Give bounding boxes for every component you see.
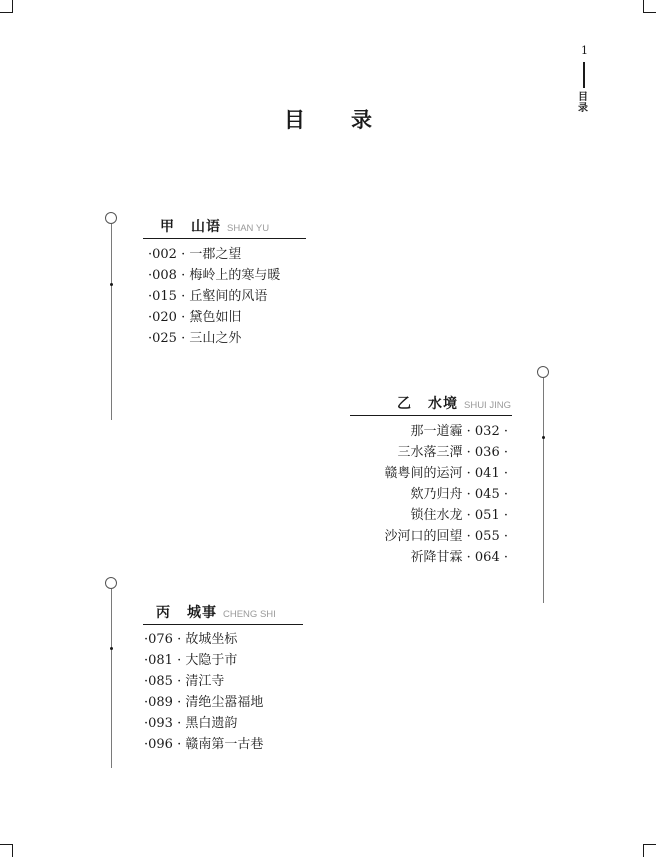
toc-entry[interactable]: ·008 · 梅岭上的寒与暖 — [148, 268, 281, 283]
section-marker: 丙 — [156, 605, 171, 621]
running-head-label: 目录 — [578, 92, 588, 114]
page-number: 1 — [581, 44, 588, 57]
crop-mark — [643, 0, 644, 13]
section-name: 山语 — [191, 219, 221, 235]
toc-entry[interactable]: 祈降甘霖 · 064 · — [410, 550, 508, 565]
toc-list — [384, 421, 508, 568]
section-heading — [397, 393, 511, 413]
section-dot-icon — [110, 647, 113, 650]
toc-entry[interactable]: ·025 · 三山之外 — [148, 331, 242, 346]
crop-mark — [12, 0, 13, 13]
running-head-rule — [583, 62, 585, 88]
section-ring-icon — [537, 366, 549, 378]
section-marker: 乙 — [397, 396, 412, 412]
section-dot-icon — [542, 436, 545, 439]
toc-entry[interactable]: 欸乃归舟 · 045 · — [410, 487, 508, 502]
section-ring-icon — [105, 577, 117, 589]
toc-entry[interactable]: ·096 · 赣南第一古巷 — [144, 737, 264, 752]
section-latin: SHUI JING — [464, 400, 511, 411]
toc-list — [148, 244, 280, 349]
section-name: 水境 — [428, 396, 458, 412]
crop-mark — [643, 12, 656, 13]
section-name: 城事 — [187, 605, 217, 621]
section-dot-icon — [110, 283, 113, 286]
toc-entry[interactable]: ·081 · 大隐于市 — [144, 653, 238, 668]
section-rule — [143, 238, 306, 239]
toc-entry[interactable]: ·002 · 一郡之望 — [148, 247, 242, 262]
toc-entry[interactable]: 沙河口的回望 · 055 · — [384, 529, 508, 544]
toc-entry[interactable]: 三水落三潭 · 036 · — [397, 445, 508, 460]
crop-mark — [12, 844, 13, 857]
section-latin: CHENG SHI — [223, 609, 276, 620]
section-rule — [350, 415, 512, 416]
section-timeline — [111, 223, 112, 420]
toc-entry[interactable]: 赣粤间的运河 · 041 · — [384, 466, 508, 481]
page-title: 目录 — [284, 108, 418, 132]
section-latin: SHAN YU — [227, 223, 270, 234]
section-heading — [156, 602, 276, 622]
toc-entry[interactable]: ·093 · 黑白遗韵 — [144, 716, 238, 731]
toc-entry[interactable]: ·089 · 清绝尘嚣福地 — [144, 695, 264, 710]
toc-entry[interactable]: ·085 · 清江寺 — [144, 674, 225, 689]
crop-mark — [643, 844, 656, 845]
section-timeline — [111, 588, 112, 768]
toc-entry[interactable]: ·020 · 黛色如旧 — [148, 310, 242, 325]
section-ring-icon — [105, 212, 117, 224]
toc-entry[interactable]: 锁住水龙 · 051 · — [410, 508, 508, 523]
crop-mark — [643, 844, 644, 857]
toc-entry[interactable]: ·015 · 丘壑间的风语 — [148, 289, 268, 304]
section-heading — [160, 216, 269, 236]
toc-list — [144, 629, 263, 755]
section-timeline — [543, 377, 544, 603]
section-rule — [143, 624, 303, 625]
section-marker: 甲 — [160, 219, 175, 235]
toc-entry[interactable]: 那一道霾 · 032 · — [410, 424, 508, 439]
toc-entry[interactable]: ·076 · 故城坐标 — [144, 632, 238, 647]
